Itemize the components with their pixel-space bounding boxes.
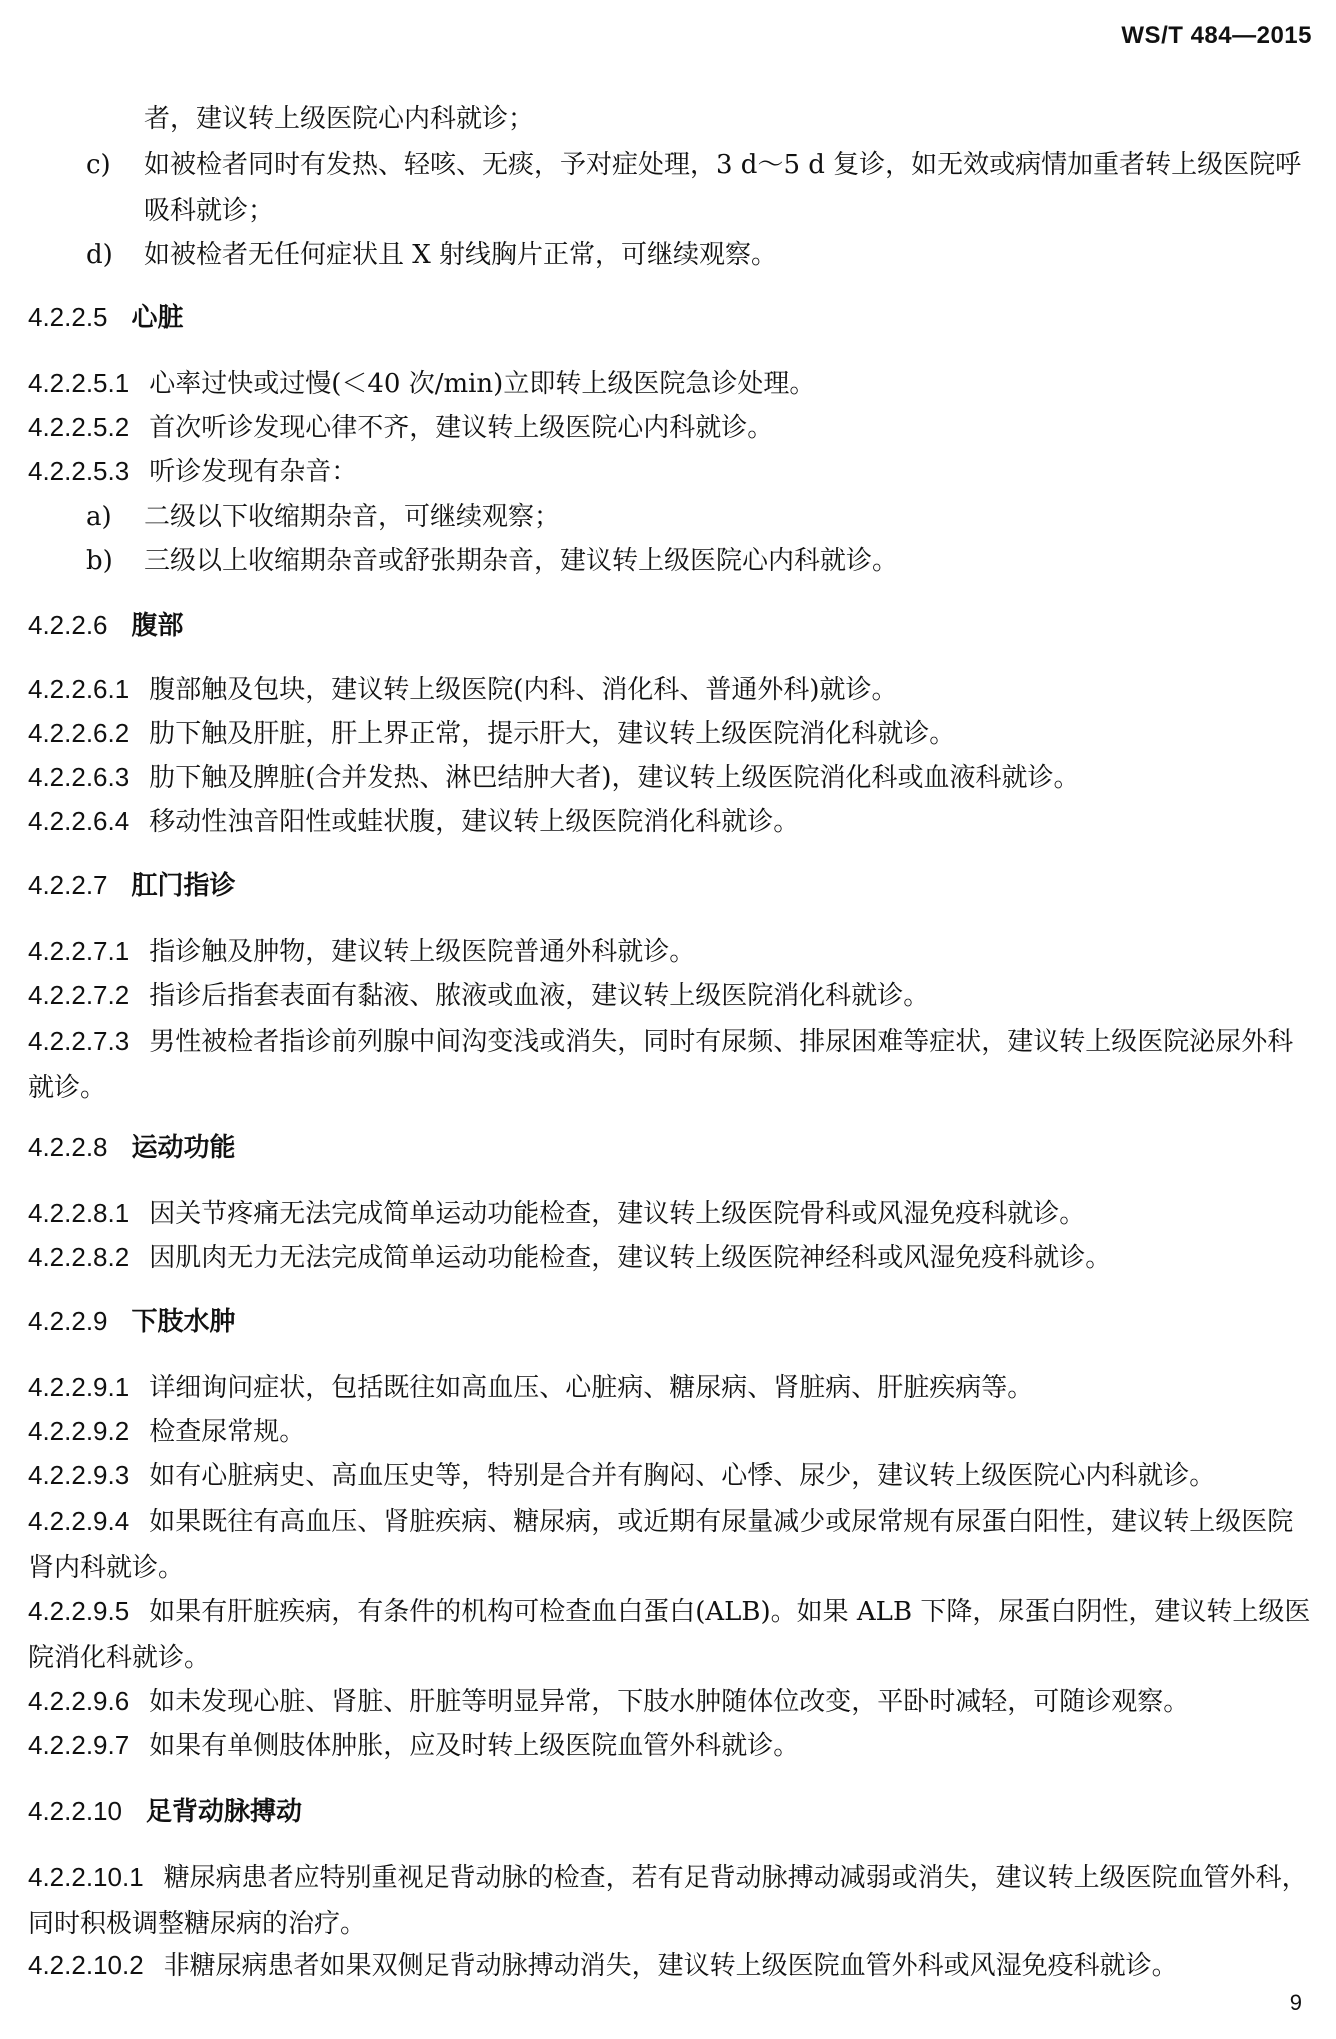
section-title: 肛门指诊 <box>131 871 236 901</box>
clause <box>28 1190 1312 1237</box>
section-number: 4.2.2.5 <box>28 302 108 332</box>
list-item-d <box>86 232 1312 278</box>
clause <box>28 1234 1312 1281</box>
list-item-b <box>86 538 1312 584</box>
clause-text: 指诊后指套表面有黏液、脓液或血液，建议转上级医院消化科就诊。 <box>149 981 930 1011</box>
list-text: 如被检者同时有发热、轻咳、无痰，予对症处理，3 d～5 d 复诊，如无效或病情加重者转上级医院呼吸科就诊； <box>144 150 1302 226</box>
clause <box>28 1452 1312 1499</box>
clause-text: 详细询问症状，包括既往如高血压、心脏病、糖尿病、肾脏病、肝脏疾病等。 <box>149 1373 1034 1403</box>
list-label: d) <box>86 240 113 270</box>
section-number: 4.2.2.7 <box>28 870 108 900</box>
clause-text: 听诊发现有杂音： <box>149 457 358 487</box>
clause-number: 4.2.2.9.1 <box>28 1372 130 1402</box>
list-text: 如被检者无任何症状且 X 射线胸片正常，可继续观察。 <box>144 240 778 270</box>
list-item-c <box>86 142 1312 226</box>
clause-number: 4.2.2.10.2 <box>28 1950 144 1980</box>
clause <box>28 1722 1312 1769</box>
clause <box>28 1018 1312 1111</box>
clause-text: 腹部触及包块，建议转上级医院(内科、消化科、普通外科)就诊。 <box>149 675 898 705</box>
section-title: 心脏 <box>131 303 184 333</box>
clause-text: 检查尿常规。 <box>149 1417 306 1447</box>
clause-text: 因关节疼痛无法完成简单运动功能检查，建议转上级医院骨科或风湿免疫科就诊。 <box>149 1199 1086 1229</box>
clause <box>28 928 1312 975</box>
clause-text: 首次听诊发现心律不齐，建议转上级医院心内科就诊。 <box>149 413 774 443</box>
section-number: 4.2.2.10 <box>28 1796 122 1826</box>
clause <box>28 798 1312 845</box>
document-code: WS/T 484—2015 <box>1121 22 1312 49</box>
list-label: a) <box>86 502 112 532</box>
clause <box>28 448 1312 495</box>
clause-text: 男性被检者指诊前列腺中间沟变浅或消失，同时有尿频、排尿困难等症状，建议转上级医院泌尿外科就诊。 <box>28 1027 1294 1103</box>
list-item-a <box>86 494 1312 540</box>
section-title: 腹部 <box>131 611 184 641</box>
clause-number: 4.2.2.5.3 <box>28 456 130 486</box>
clause-number: 4.2.2.5.1 <box>28 368 130 398</box>
clause-number: 4.2.2.10.1 <box>28 1862 144 1892</box>
clause <box>28 404 1312 451</box>
section-heading <box>28 1298 236 1345</box>
section-title: 足背动脉搏动 <box>145 1797 302 1827</box>
section-heading <box>28 862 236 909</box>
clause-number: 4.2.2.6.3 <box>28 762 130 792</box>
clause-text: 如果既往有高血压、肾脏疾病、糖尿病，或近期有尿量减少或尿常规有尿蛋白阳性，建议转上级医院肾内科就诊。 <box>28 1507 1294 1583</box>
clause-text: 非糖尿病患者如果双侧足背动脉搏动消失，建议转上级医院血管外科或风湿免疫科就诊。 <box>163 1951 1178 1981</box>
clause <box>28 972 1312 1019</box>
section-number: 4.2.2.6 <box>28 610 108 640</box>
clause <box>28 1498 1312 1591</box>
section-heading <box>28 294 184 341</box>
section-number: 4.2.2.9 <box>28 1306 108 1336</box>
clause <box>28 1854 1312 1947</box>
clause-number: 4.2.2.9.4 <box>28 1506 130 1536</box>
continued-text: 者，建议转上级医院心内科就诊； <box>144 104 535 134</box>
clause <box>28 754 1312 801</box>
list-text: 二级以下收缩期杂音，可继续观察； <box>144 502 561 532</box>
clause-number: 4.2.2.7.3 <box>28 1026 130 1056</box>
section-title: 下肢水肿 <box>131 1307 236 1337</box>
clause-text: 糖尿病患者应特别重视足背动脉的检查，若有足背动脉搏动减弱或消失，建议转上级医院血管外科，同时积极调整糖尿病的治疗。 <box>28 1863 1308 1939</box>
clause-number: 4.2.2.5.2 <box>28 412 130 442</box>
clause-number: 4.2.2.8.2 <box>28 1242 130 1272</box>
clause-text: 肋下触及肝脏，肝上界正常，提示肝大，建议转上级医院消化科就诊。 <box>149 719 956 749</box>
clause <box>28 1364 1312 1411</box>
clause-number: 4.2.2.6.2 <box>28 718 130 748</box>
clause <box>28 360 1312 407</box>
clause-number: 4.2.2.7.1 <box>28 936 130 966</box>
clause-number: 4.2.2.7.2 <box>28 980 130 1010</box>
clause <box>28 1942 1312 1989</box>
clause-text: 如有心脏病史、高血压史等，特别是合并有胸闷、心悸、尿少，建议转上级医院心内科就诊。 <box>149 1461 1216 1491</box>
clause-text: 指诊触及肿物，建议转上级医院普通外科就诊。 <box>149 937 696 967</box>
section-heading <box>28 602 184 649</box>
clause-number: 4.2.2.9.7 <box>28 1730 130 1760</box>
section-title: 运动功能 <box>131 1133 236 1163</box>
clause-text: 如未发现心脏、肾脏、肝脏等明显异常，下肢水肿随体位改变，平卧时减轻，可随诊观察。 <box>149 1687 1190 1717</box>
page-number: 9 <box>1289 1990 1302 2015</box>
section-number: 4.2.2.8 <box>28 1132 108 1162</box>
list-text: 三级以上收缩期杂音或舒张期杂音，建议转上级医院心内科就诊。 <box>144 546 899 576</box>
clause-text: 如果有单侧肢体肿胀，应及时转上级医院血管外科就诊。 <box>149 1731 800 1761</box>
section-heading <box>28 1124 236 1171</box>
clause-text: 肋下触及脾脏(合并发热、淋巴结肿大者)，建议转上级医院消化科或血液科就诊。 <box>149 763 1080 793</box>
clause-number: 4.2.2.6.4 <box>28 806 130 836</box>
clause <box>28 666 1312 713</box>
list-label: c) <box>86 150 111 180</box>
clause-text: 心率过快或过慢(＜40 次/min)立即转上级医院急诊处理。 <box>149 369 816 399</box>
clause-number: 4.2.2.6.1 <box>28 674 130 704</box>
clause <box>28 710 1312 757</box>
clause-number: 4.2.2.9.2 <box>28 1416 130 1446</box>
clause <box>28 1678 1312 1725</box>
list-label: b) <box>86 546 113 576</box>
clause-number: 4.2.2.9.6 <box>28 1686 130 1716</box>
clause <box>28 1408 1312 1455</box>
clause-number: 4.2.2.8.1 <box>28 1198 130 1228</box>
clause-text: 如果有肝脏疾病，有条件的机构可检查血白蛋白(ALB)。如果 ALB 下降，尿蛋白阴性，建议转上级医院消化科就诊。 <box>28 1597 1311 1673</box>
clause <box>28 1588 1312 1681</box>
clause-text: 因肌肉无力无法完成简单运动功能检查，建议转上级医院神经科或风湿免疫科就诊。 <box>149 1243 1112 1273</box>
clause-text: 移动性浊音阳性或蛙状腹，建议转上级医院消化科就诊。 <box>149 807 800 837</box>
clause-number: 4.2.2.9.5 <box>28 1596 130 1626</box>
section-heading <box>28 1788 302 1835</box>
clause-number: 4.2.2.9.3 <box>28 1460 130 1490</box>
